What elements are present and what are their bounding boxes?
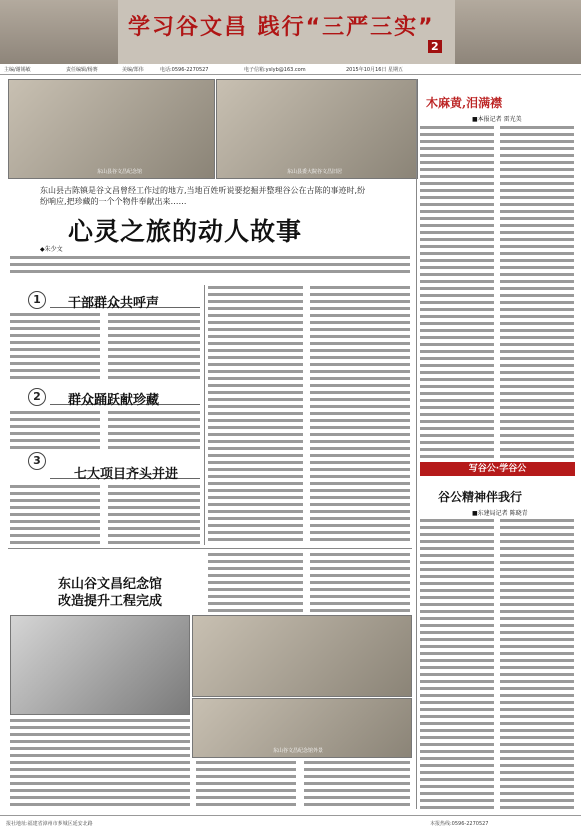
section1-col1 [10, 312, 100, 382]
box-top-rule [8, 548, 412, 549]
article1-col1 [420, 125, 494, 460]
desk-editor: 责任编辑/杨赛 [66, 67, 98, 73]
section-title-2: 群众踊跃献珍藏 [68, 393, 160, 408]
section2-col1 [10, 410, 100, 450]
designer: 美编/郑伟 [122, 67, 144, 73]
article-col4 [310, 285, 410, 545]
lead-intro: 东山县古陈镇是谷文昌曾经工作过的地方,当地百姓听说要挖掘并整理谷公在古陈的事迹时,纷纷响应,把珍藏的一个个物件奉献出来…… [40, 186, 366, 206]
column-divider [204, 285, 205, 545]
email: 电子信箱:yslyb@163.com [244, 67, 306, 73]
article1-col2 [500, 125, 574, 460]
article2-col2 [500, 518, 574, 810]
section-title-3: 七大项目齐头并进 [74, 467, 179, 482]
photo-exhibition [192, 615, 412, 697]
memorial-text-1 [208, 552, 303, 612]
section3-col2 [108, 484, 200, 546]
photo-residence: 东山县委大院谷文昌旧居 [216, 79, 418, 179]
lead-paragraph [10, 255, 410, 275]
memorial-text-3 [10, 718, 190, 808]
section-title-1: 干部群众共呼声 [68, 296, 160, 311]
date: 2015年10月16日 星期五 [346, 67, 404, 73]
article2-title: 谷公精神伴我行 [438, 490, 523, 504]
memorial-text-4 [196, 760, 296, 808]
info-bar [0, 64, 581, 75]
lead-author: ◆朱少文 [40, 246, 63, 253]
article1-title: 木麻黄,泪满襟 [426, 96, 503, 110]
article2-col1 [420, 518, 494, 810]
section-number-1: 1 [28, 291, 46, 309]
lead-title: 心灵之旅的动人故事 [68, 217, 303, 246]
photo-exterior: 东山谷文昌纪念馆外景 [192, 698, 412, 758]
section-banner: 写谷公·学谷公 [420, 462, 575, 476]
masthead-photo-left [0, 0, 118, 64]
masthead [0, 0, 581, 64]
section-number-2: 2 [28, 388, 46, 406]
section3-col1 [10, 484, 100, 546]
memorial-text-2 [310, 552, 410, 612]
section2-col2 [108, 410, 200, 450]
memorial-title: 东山谷文昌纪念馆 改造提升工程完成 [58, 577, 163, 609]
photo-memorial-hall: 东山县谷文昌纪念馆 [8, 79, 215, 179]
section1-col2 [108, 312, 200, 382]
page-title: 学习谷文昌 践行“三严三实” [128, 15, 435, 40]
article1-author: ■本报记者 雷光美 [472, 116, 522, 123]
footer-hotline: 本报热线:0596-2270527 [430, 821, 489, 827]
section-number-3: 3 [28, 452, 46, 470]
phone: 电话:0596-2270527 [160, 67, 209, 73]
article2-author: ■东建局记者 陈晓青 [472, 510, 528, 517]
photo-historic [10, 615, 190, 715]
memorial-text-5 [304, 760, 410, 808]
masthead-photo-right [455, 0, 581, 64]
page-number: 2 [428, 40, 442, 53]
footer-address: 报社地址:福建省漳州市芗城区延安北路 [6, 821, 93, 827]
right-column-divider [416, 79, 417, 809]
footer [0, 815, 581, 830]
article-col3 [208, 285, 303, 545]
editor: 主编/谢锡敏 [4, 67, 31, 73]
